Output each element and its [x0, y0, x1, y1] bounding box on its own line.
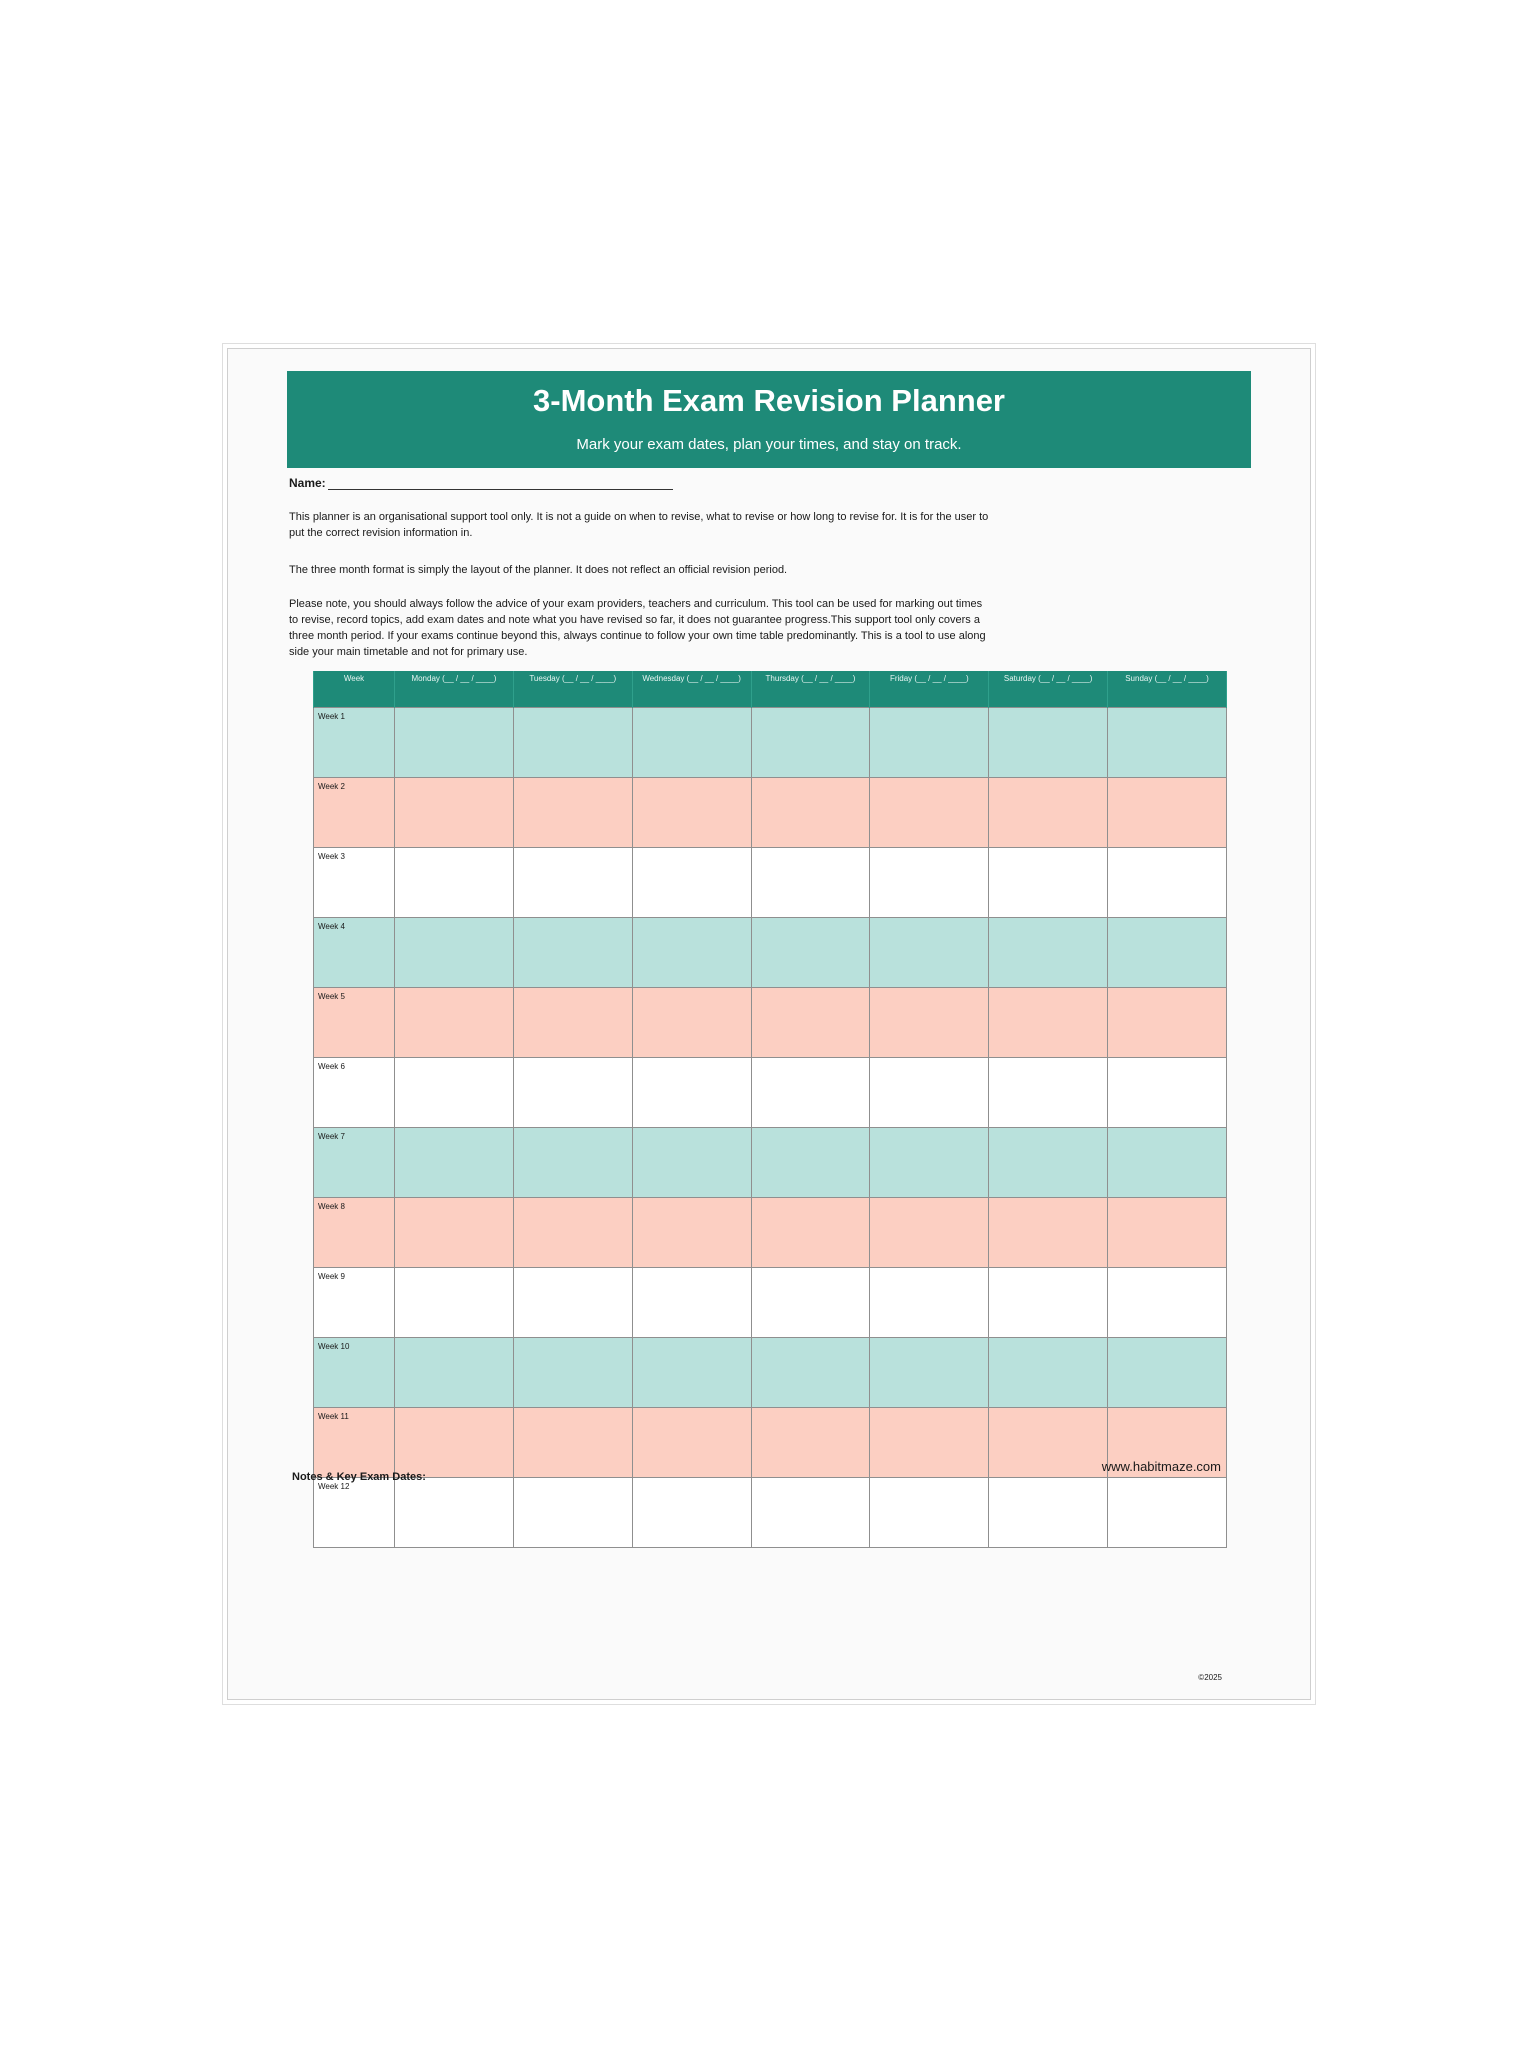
day-cell[interactable] [1108, 988, 1227, 1058]
week-label-cell: Week 7 [314, 1128, 395, 1198]
day-cell[interactable] [1108, 1058, 1227, 1128]
week-label-cell: Week 8 [314, 1198, 395, 1268]
day-cell[interactable] [989, 708, 1108, 778]
day-cell[interactable] [751, 708, 870, 778]
title-banner [287, 371, 1251, 468]
day-cell[interactable] [513, 1408, 632, 1478]
day-cell[interactable] [513, 1338, 632, 1408]
day-cell[interactable] [513, 778, 632, 848]
table-row [314, 918, 1227, 988]
header-monday: Monday (__ / __ / ____) [395, 671, 514, 708]
day-cell[interactable] [632, 1128, 751, 1198]
day-cell[interactable] [395, 778, 514, 848]
table-row [314, 1268, 1227, 1338]
day-cell[interactable] [1108, 1338, 1227, 1408]
page-title: 3-Month Exam Revision Planner [533, 383, 1005, 418]
table-row [314, 1198, 1227, 1268]
day-cell[interactable] [751, 1128, 870, 1198]
day-cell[interactable] [1108, 1198, 1227, 1268]
day-cell[interactable] [989, 1338, 1108, 1408]
week-label-cell: Week 10 [314, 1338, 395, 1408]
day-cell[interactable] [989, 1408, 1108, 1478]
day-cell[interactable] [751, 918, 870, 988]
day-cell[interactable] [870, 1128, 989, 1198]
day-cell[interactable] [395, 1478, 514, 1548]
day-cell[interactable] [870, 1478, 989, 1548]
day-cell[interactable] [870, 778, 989, 848]
header-saturday: Saturday (__ / __ / ____) [989, 671, 1108, 708]
day-cell[interactable] [632, 1478, 751, 1548]
planner-sheet [227, 348, 1311, 1700]
table-row [314, 778, 1227, 848]
day-cell[interactable] [1108, 1478, 1227, 1548]
header-friday: Friday (__ / __ / ____) [870, 671, 989, 708]
day-cell[interactable] [989, 1058, 1108, 1128]
day-cell[interactable] [513, 988, 632, 1058]
header-week: Week [314, 671, 395, 708]
day-cell[interactable] [870, 1408, 989, 1478]
name-field[interactable] [289, 476, 673, 490]
day-cell[interactable] [751, 988, 870, 1058]
week-label-cell: Week 3 [314, 848, 395, 918]
week-label-cell: Week 1 [314, 708, 395, 778]
day-cell[interactable] [870, 708, 989, 778]
day-cell[interactable] [870, 1268, 989, 1338]
week-label-cell: Week 5 [314, 988, 395, 1058]
notes-label: Notes & Key Exam Dates: [292, 1471, 426, 1483]
revision-table [313, 671, 1227, 1548]
day-cell[interactable] [870, 988, 989, 1058]
day-cell[interactable] [513, 1478, 632, 1548]
table-row [314, 708, 1227, 778]
intro-paragraph-1: This planner is an organisational support tool only. It is not a guide on when to revise, what to revise or how long to revise for. It is for the user to put the correct revision information in. [289, 511, 989, 539]
copyright: ©2025 [1198, 1673, 1222, 1682]
day-cell[interactable] [632, 1198, 751, 1268]
week-label-cell: Week 4 [314, 918, 395, 988]
day-cell[interactable] [395, 918, 514, 988]
header-tuesday: Tuesday (__ / __ / ____) [513, 671, 632, 708]
day-cell[interactable] [632, 1408, 751, 1478]
day-cell[interactable] [513, 1268, 632, 1338]
week-label-cell: Week 12 [314, 1478, 395, 1548]
day-cell[interactable] [395, 1338, 514, 1408]
day-cell[interactable] [751, 1478, 870, 1548]
table-body [314, 708, 1227, 1548]
page-subtitle: Mark your exam dates, plan your times, and stay on track. [576, 436, 962, 453]
day-cell[interactable] [395, 988, 514, 1058]
day-cell[interactable] [989, 1128, 1108, 1198]
table-header-row [314, 671, 1227, 708]
day-cell[interactable] [513, 1198, 632, 1268]
day-cell[interactable] [395, 848, 514, 918]
header-thursday: Thursday (__ / __ / ____) [751, 671, 870, 708]
week-label-cell: Week 2 [314, 778, 395, 848]
day-cell[interactable] [751, 848, 870, 918]
day-cell[interactable] [870, 848, 989, 918]
day-cell[interactable] [395, 1058, 514, 1128]
day-cell[interactable] [870, 1058, 989, 1128]
day-cell[interactable] [395, 708, 514, 778]
day-cell[interactable] [1108, 1128, 1227, 1198]
week-label-cell: Week 11 [314, 1408, 395, 1478]
table-row [314, 1478, 1227, 1548]
day-cell[interactable] [1108, 708, 1227, 778]
day-cell[interactable] [513, 708, 632, 778]
name-underline [328, 477, 673, 490]
table-row [314, 1058, 1227, 1128]
header-sunday: Sunday (__ / __ / ____) [1108, 671, 1227, 708]
day-cell[interactable] [1108, 778, 1227, 848]
day-cell[interactable] [870, 918, 989, 988]
day-cell[interactable] [989, 988, 1108, 1058]
day-cell[interactable] [632, 1058, 751, 1128]
day-cell[interactable] [751, 1058, 870, 1128]
header-wednesday: Wednesday (__ / __ / ____) [632, 671, 751, 708]
day-cell[interactable] [989, 1268, 1108, 1338]
day-cell[interactable] [632, 1268, 751, 1338]
day-cell[interactable] [1108, 918, 1227, 988]
day-cell[interactable] [751, 1268, 870, 1338]
day-cell[interactable] [632, 918, 751, 988]
website-link[interactable]: www.habitmaze.com [1101, 1459, 1221, 1474]
day-cell[interactable] [989, 918, 1108, 988]
day-cell[interactable] [513, 1128, 632, 1198]
day-cell[interactable] [989, 778, 1108, 848]
day-cell[interactable] [989, 1198, 1108, 1268]
day-cell[interactable] [989, 848, 1108, 918]
table-row [314, 988, 1227, 1058]
day-cell[interactable] [870, 1198, 989, 1268]
week-label-cell: Week 6 [314, 1058, 395, 1128]
intro-paragraph-2: The three month format is simply the layout of the planner. It does not reflect an official revision period. [289, 564, 788, 576]
day-cell[interactable] [870, 1338, 989, 1408]
day-cell[interactable] [751, 778, 870, 848]
day-cell[interactable] [751, 1338, 870, 1408]
table-row [314, 1408, 1227, 1478]
table-row [314, 1128, 1227, 1198]
name-label: Name: [289, 476, 326, 490]
day-cell[interactable] [1108, 1268, 1227, 1338]
table-row [314, 1338, 1227, 1408]
day-cell[interactable] [751, 1408, 870, 1478]
day-cell[interactable] [395, 1408, 514, 1478]
week-label-cell: Week 9 [314, 1268, 395, 1338]
day-cell[interactable] [632, 848, 751, 918]
day-cell[interactable] [632, 778, 751, 848]
intro-paragraph-3: Please note, you should always follow the advice of your exam providers, teachers and curriculum. This tool can be used for marking out times to revise, record topics, add exam dates and note what you have revised so far, it does not guarantee progress.This support tool only covers a three month period. If your exams continue beyond this, always continue to follow your own time table predominantly. This is a tool to use along side your main timetable and not for primary use. [289, 598, 986, 658]
table-row [314, 848, 1227, 918]
day-cell[interactable] [395, 1128, 514, 1198]
day-cell[interactable] [632, 988, 751, 1058]
day-cell[interactable] [632, 708, 751, 778]
day-cell[interactable] [1108, 848, 1227, 918]
day-cell[interactable] [632, 1338, 751, 1408]
day-cell[interactable] [989, 1478, 1108, 1548]
day-cell[interactable] [751, 1198, 870, 1268]
day-cell[interactable] [513, 918, 632, 988]
day-cell[interactable] [395, 1268, 514, 1338]
day-cell[interactable] [513, 848, 632, 918]
day-cell[interactable] [513, 1058, 632, 1128]
day-cell[interactable] [395, 1198, 514, 1268]
